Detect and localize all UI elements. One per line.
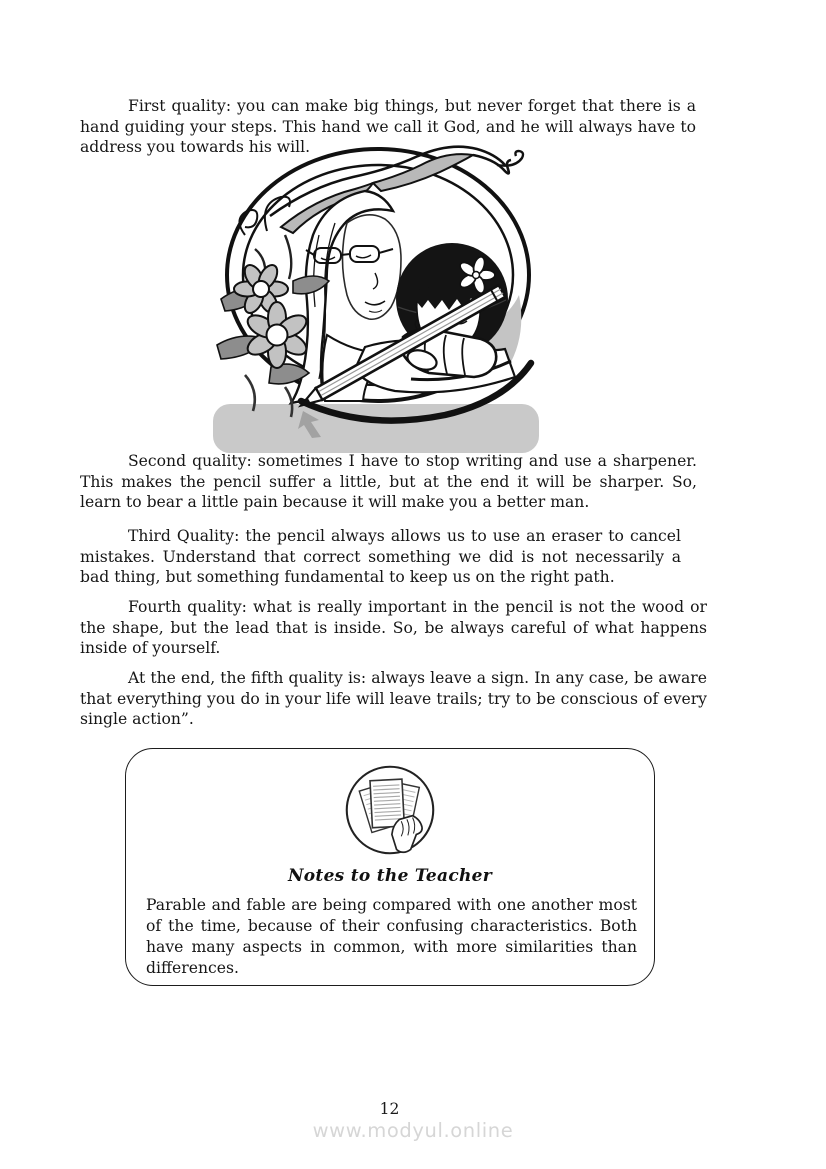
- paragraph-first-quality: First quality: you can make big things, but never forget that there is a hand guiding your steps. This hand we call it God, and he will always have to address you towards his will.: [80, 97, 696, 157]
- paragraph-fifth-quality: At the end, the fifth quality is: always leave a sign. In any case, be aware that everything you do in your life will leave trails; try to be conscious of every single action”.: [80, 669, 707, 729]
- notes-to-teacher-box: [125, 748, 655, 986]
- notes-box-body: Parable and fable are being compared with one another most of the time, because of their confusing characteristics. Both have many aspects in common, with more similarities than differences.: [146, 896, 637, 977]
- notes-box-title: Notes to the Teacher: [287, 866, 493, 886]
- paragraph-fourth-quality: Fourth quality: what is really important in the pencil is not the wood or the shape, but the lead that is inside. So, be always careful of what happens inside of yourself.: [80, 598, 707, 658]
- paragraph-third-quality: Third Quality: the pencil always allows us to use an eraser to cancel mistakes. Understand that correct something we did is not necessarily a bad thing, but something fundamental to keep us on the right path.: [80, 527, 681, 587]
- paragraph-second-quality: Second quality: sometimes I have to stop writing and use a sharpener. This makes the pencil suffer a little, but at the end it will be sharper. So, learn to bear a little pain because it will make you a better man.: [80, 452, 697, 512]
- watermark: www.modyul.online: [312, 1119, 514, 1142]
- grandmother-writing-illustration: [215, 139, 535, 449]
- notes-papers-icon: [343, 763, 437, 857]
- page-number: 12: [379, 1100, 400, 1118]
